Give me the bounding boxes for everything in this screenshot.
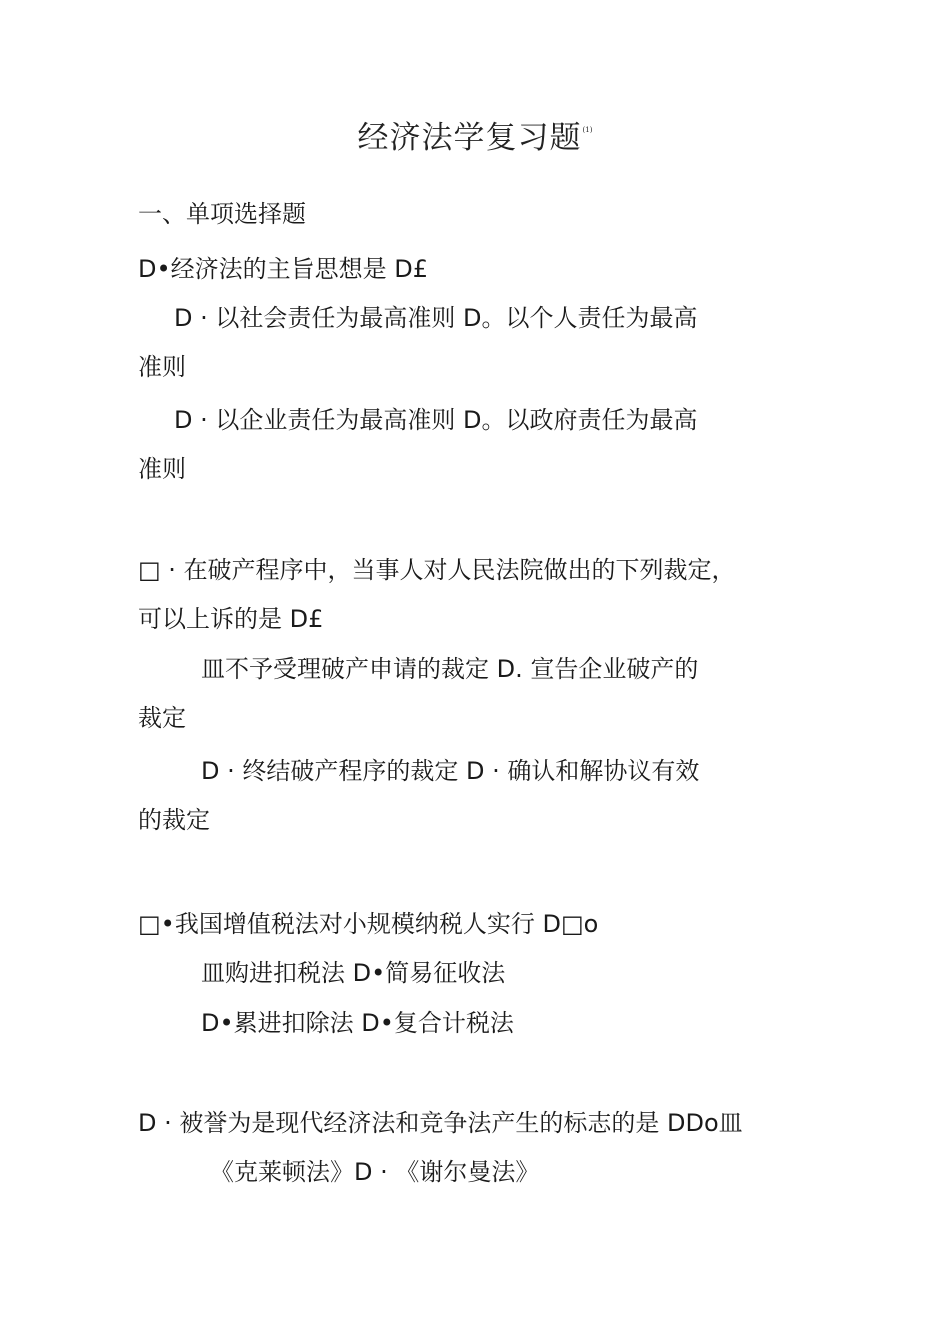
question-2-options-line-1: 皿不予受理破产申请的裁定 D. 宣告企业破产的 — [201, 655, 699, 683]
question-1-options-line-1: D · 以社会责任为最高准则 D。以个人责任为最高 — [174, 304, 698, 332]
question-3-options-line-2: D•累进扣除法 D•复合计税法 — [201, 1009, 514, 1037]
question-3-options-line-1: 皿购进扣税法 D•简易征收法 — [201, 959, 506, 987]
title-text: 经济法学复习题 — [357, 120, 582, 156]
question-2-options-line-3: D · 终结破产程序的裁定 D · 确认和解协议有效 — [201, 757, 700, 785]
question-2-stem-line-1: □ · 在破产程序中，当事人对人民法院做出的下列裁定， — [138, 556, 736, 584]
question-3-stem: □•我国增值税法对小规模纳税人实行 D□o — [138, 910, 599, 938]
document-title — [0, 112, 950, 157]
question-2-options-line-4: 的裁定 — [138, 806, 210, 834]
question-4-stem: D · 被誉为是现代经济法和竞争法产生的标志的是 DDo皿 — [138, 1109, 743, 1137]
question-1-options-line-3: D · 以企业责任为最高准则 D。以政府责任为最高 — [174, 406, 698, 434]
question-1-options-line-4: 准则 — [138, 455, 186, 483]
question-1-options-line-2: 准则 — [138, 353, 186, 381]
question-4-options-line-1: 《克莱顿法》D · 《谢尔曼法》 — [210, 1158, 540, 1186]
title-footnote-mark: (1) — [582, 126, 593, 134]
section-heading: 一、单项选择题 — [138, 200, 306, 228]
question-1-stem: D•经济法的主旨思想是 D£ — [138, 255, 429, 283]
question-2-options-line-2: 裁定 — [138, 704, 186, 732]
question-2-stem-line-2: 可以上诉的是 D£ — [138, 605, 324, 633]
